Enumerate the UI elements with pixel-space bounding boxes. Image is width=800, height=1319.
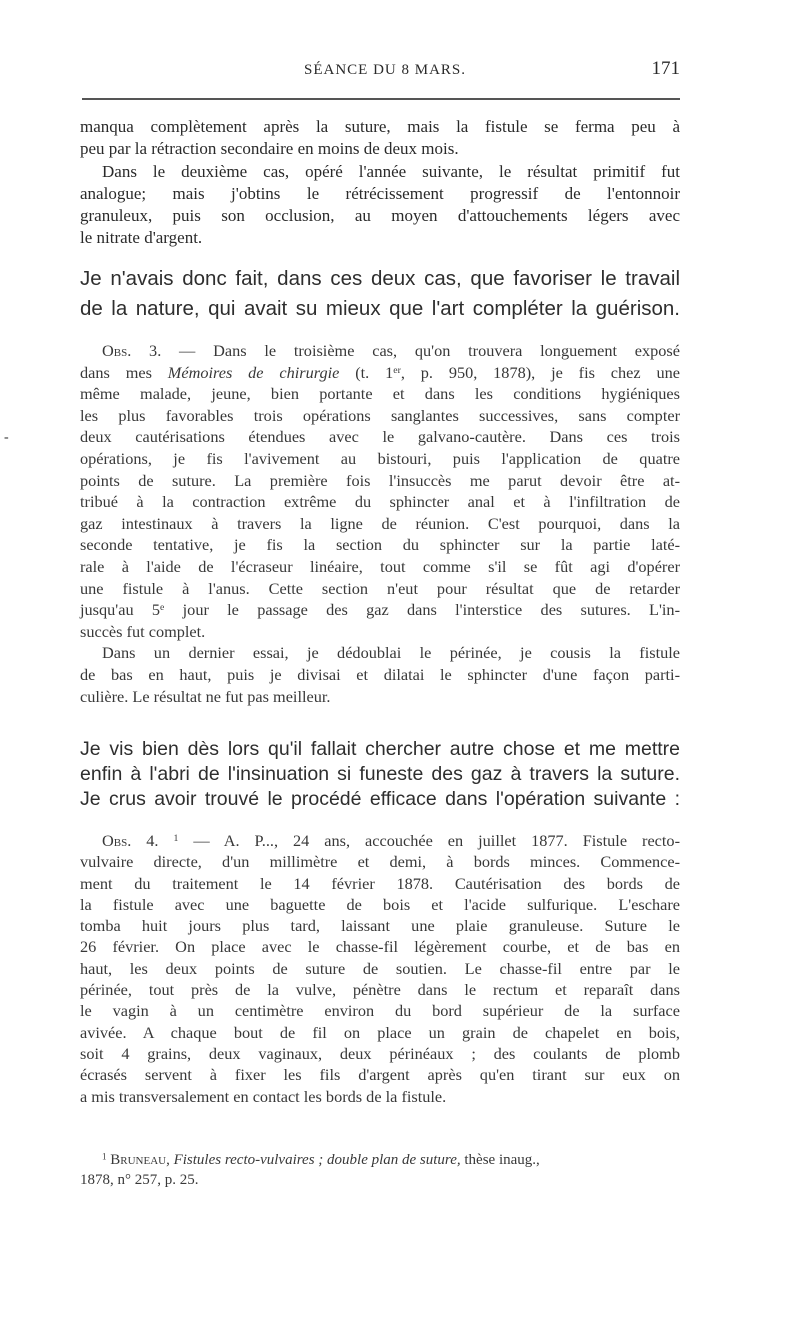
text-line: tomba huit jours plus tard, laissant une plaie granuleuse. Suture le (80, 916, 680, 936)
footnote-reference: 1 (173, 833, 179, 845)
text-line: périnée, tout près de la vulve, pénètre dans le rectum et reparaît dans (80, 980, 680, 1000)
handwritten-insert-1 (80, 264, 680, 324)
text-line: manqua complètement après la suture, mais la fistule se ferma peu à (80, 117, 680, 136)
text-line: le nitrate d'argent. (80, 228, 203, 248)
text-line: de bas en haut, puis je divisai et dilatai le sphincter d'une façon parti- (80, 664, 680, 684)
text-line: points de suture. La première fois l'insuccès me parut devoir être at- (80, 470, 680, 490)
book-title: Mémoires de chirurgie (167, 362, 340, 382)
text-line: Dans le deuxième cas, opéré l'année suivante, le résultat primitif fut (102, 161, 680, 181)
footnote (80, 1150, 680, 1190)
text-line: 26 février. On place avec le chasse-fil légèrement courbe, et de bas en (80, 937, 680, 957)
header-rule (82, 98, 680, 100)
text-line: tribué à la contraction extrême du sphincter anal et à l'infiltration de (80, 492, 680, 512)
text-line: avivée. A chaque bout de fil on place un grain de chapelet en bois, (80, 1022, 680, 1042)
text-line: succès fut complet. (80, 621, 206, 641)
handwritten-line: Je n'avais donc fait, dans ces deux cas, que favoriser le travail (80, 267, 680, 290)
text-line: vulvaire directe, d'un millimètre et demi, à bords minces. Commence- (80, 852, 680, 872)
text-line: a mis transversalement en contact les bords de la fistule. (80, 1086, 447, 1106)
text-line: Obs. 4. $^1$ — A. P..., 24 ans, accouchée en juillet 1877. Fistule recto- (102, 831, 680, 850)
running-title: SÉANCE DU 8 MARS. (304, 62, 467, 78)
text-line: granuleux, puis son occlusion, au moyen d'attouchements légers avec (80, 206, 680, 226)
text-line: jusqu'au 5e jour le passage des gaz dans l'interstice des sutures. L'in- (80, 600, 680, 620)
text-line: les plus favorables trois opérations sanglantes successives, sans compter (80, 405, 680, 425)
text-line: haut, les deux points de suture de soutien. Le chasse-fil entre par le (80, 958, 680, 978)
text-line: écrasés servent à fixer les fils d'argent après qu'en tirant sur eux on (80, 1065, 680, 1085)
handwritten-line: Je crus avoir trouvé le procédé efficace dans l'opération suivante : (80, 788, 680, 810)
footnote-line: 1878, n° 257, p. 25. (80, 1172, 199, 1188)
text-line: dans mes Mémoires de chirurgie (t. 1er, p. 950, 1878), je fis chez une (80, 362, 680, 382)
footnote-author: Bruneau, (110, 1152, 170, 1168)
observation-3 (80, 340, 680, 707)
text-line: rale à l'aide de l'écraseur linéaire, tout comme s'il se fût agi d'opérer (80, 556, 680, 576)
text-line: la fistule avec une baguette de bois et l'acide sulfurique. L'eschare (80, 894, 680, 914)
footnote-mark: 1 (102, 1151, 107, 1162)
text-line: gaz intestinaux à travers la ligne de réunion. C'est pourquoi, dans la (80, 513, 680, 533)
text-line: culière. Le résultat ne fut pas meilleur. (80, 686, 331, 706)
paragraph-deuxieme-cas (80, 161, 680, 250)
observation-4 (80, 830, 680, 1107)
text-line: le vagin à un centimètre environ du bord supérieur de la surface (80, 1001, 680, 1021)
text-line: ment du traitement le 14 février 1878. Cautérisation des bords de (80, 873, 680, 893)
text-line: soit 4 grains, deux vaginaux, deux périnéaux ; des coulants de plomb (80, 1043, 680, 1063)
obs-label: Obs. 3. (102, 341, 162, 360)
page-number: 171 (651, 58, 680, 79)
text-line: deux cautérisations étendues avec le galvano-cautère. Dans ces trois (80, 427, 680, 447)
obs-label: Obs. 4. (102, 831, 159, 850)
handwritten-line: Je vis bien dès lors qu'il fallait chercher autre chose et me mettre (80, 738, 680, 760)
text-line: analogue; mais j'obtins le rétrécissement progressif de l'entonnoir (80, 183, 680, 203)
text-line: Dans un dernier essai, je dédoublai le périnée, je cousis la fistule (102, 643, 680, 663)
footnote-title: Fistules recto-vulvaires ; double plan de suture, (173, 1152, 461, 1168)
text-line: une fistule à l'anus. Cette section n'eut pour résultat que de retarder (80, 578, 680, 598)
footnote-line: $^1$ Bruneau, Fistules recto-vulvaires ; double plan de suture, thèse inaug., (102, 1151, 540, 1168)
handwritten-insert-2 (80, 737, 680, 812)
handwritten-line: de la nature, qui avait su mieux que l'art compléter la guérison. (80, 297, 680, 320)
text-line: peu par la rétraction secondaire en moins de deux mois. (80, 139, 459, 159)
text-line: Obs. 3. — Dans le troisième cas, qu'on trouvera longuement exposé (102, 341, 680, 360)
text-line: seconde tentative, je fis la section du sphincter sur la partie laté- (80, 535, 680, 555)
text-line: opérations, je fis l'avivement au bistouri, puis l'application de quatre (80, 448, 680, 468)
opening-text (80, 116, 680, 250)
margin-mark: - (4, 430, 9, 445)
handwritten-line: enfin à l'abri de l'insinuation si funeste des gaz à travers la suture. (80, 763, 680, 785)
text-line: même malade, jeune, bien portante et dans les conditions hygiéniques (80, 384, 680, 404)
paragraph-continuation (80, 116, 680, 161)
